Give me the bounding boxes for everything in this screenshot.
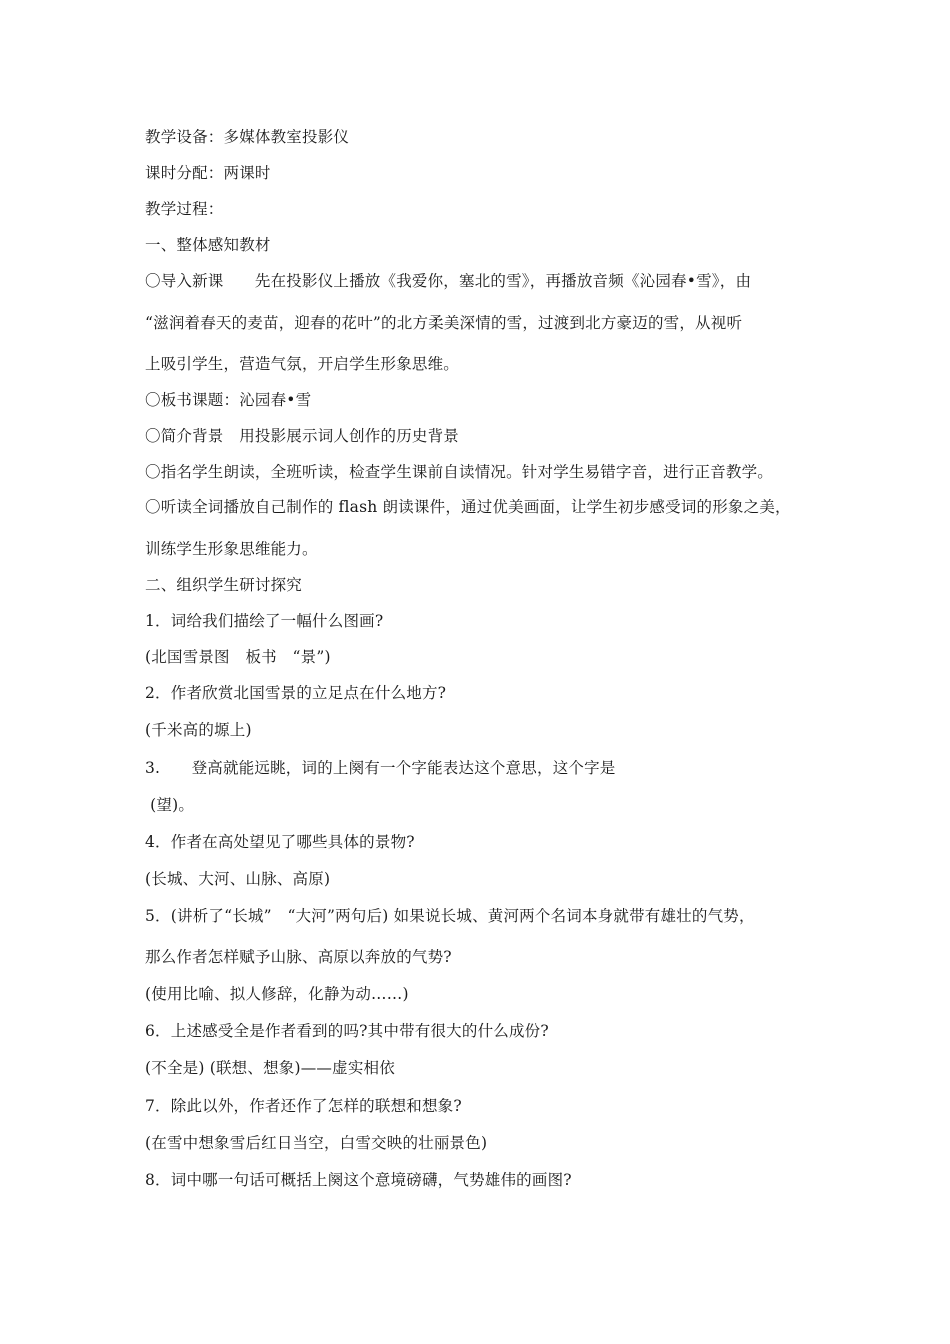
text-line-flash-1: 〇听读全词播放自己制作的 flash 朗读课件，通过优美画面，让学生初步感受词的形象之美， bbox=[145, 498, 791, 516]
text-line-board-title: 〇板书课题：沁园春•雪 bbox=[145, 391, 312, 409]
text-line-intro-1: 〇导入新课 先在投影仪上播放《我爱你，塞北的雪》，再播放音频《沁园春•雪》，由 bbox=[145, 272, 752, 290]
answer-2: (千米高的塬上) bbox=[145, 721, 252, 739]
text-line-equipment: 教学设备：多媒体教室投影仪 bbox=[145, 128, 350, 146]
section-heading-2: 二、组织学生研讨探究 bbox=[145, 576, 303, 594]
text-line-intro-2: “滋润着春天的麦苗，迎春的花叶”的北方柔美深情的雪，过渡到北方豪迈的雪，从视听 bbox=[145, 314, 743, 332]
question-5-line-1: 5．(讲析了“长城” “大河”两句后) 如果说长城、黄河两个名词本身就带有雄壮的气势， bbox=[145, 907, 755, 925]
text-line-process-heading: 教学过程： bbox=[145, 200, 224, 218]
answer-3: (望)。 bbox=[145, 796, 195, 814]
question-1: 1．词给我们描绘了一幅什么图画? bbox=[145, 612, 384, 630]
section-heading-1: 一、整体感知教材 bbox=[145, 236, 271, 254]
answer-1: (北国雪景图 板书 “景”) bbox=[145, 648, 331, 666]
text-line-intro-3: 上吸引学生，营造气氛，开启学生形象思维。 bbox=[145, 355, 460, 373]
question-8: 8．词中哪一句话可概括上阕这个意境磅礴，气势雄伟的画图? bbox=[145, 1171, 572, 1189]
text-line-reading: 〇指名学生朗读，全班听读，检查学生课前自读情况。针对学生易错字音，进行正音教学。 bbox=[145, 463, 774, 481]
question-3: 3. 登高就能远眺，词的上阕有一个字能表达这个意思，这个字是 bbox=[145, 759, 616, 777]
answer-6: (不全是) (联想、想象)——虚实相依 bbox=[145, 1059, 395, 1077]
answer-7: (在雪中想象雪后红日当空，白雪交映的壮丽景色) bbox=[145, 1134, 488, 1152]
question-2: 2．作者欣赏北国雪景的立足点在什么地方? bbox=[145, 684, 447, 702]
text-line-background: 〇简介背景 用投影展示词人创作的历史背景 bbox=[145, 427, 460, 445]
text-line-flash-2: 训练学生形象思维能力。 bbox=[145, 540, 318, 558]
question-4: 4．作者在高处望见了哪些具体的景物? bbox=[145, 833, 415, 851]
question-5-line-2: 那么作者怎样赋予山脉、高原以奔放的气势? bbox=[145, 948, 452, 966]
question-6: 6．上述感受全是作者看到的吗?其中带有很大的什么成份? bbox=[145, 1022, 549, 1040]
text-line-schedule: 课时分配：两课时 bbox=[145, 164, 271, 182]
answer-5: (使用比喻、拟人修辞，化静为动……) bbox=[145, 985, 409, 1003]
question-7: 7．除此以外，作者还作了怎样的联想和想象? bbox=[145, 1097, 462, 1115]
answer-4: (长城、大河、山脉、高原) bbox=[145, 870, 331, 888]
